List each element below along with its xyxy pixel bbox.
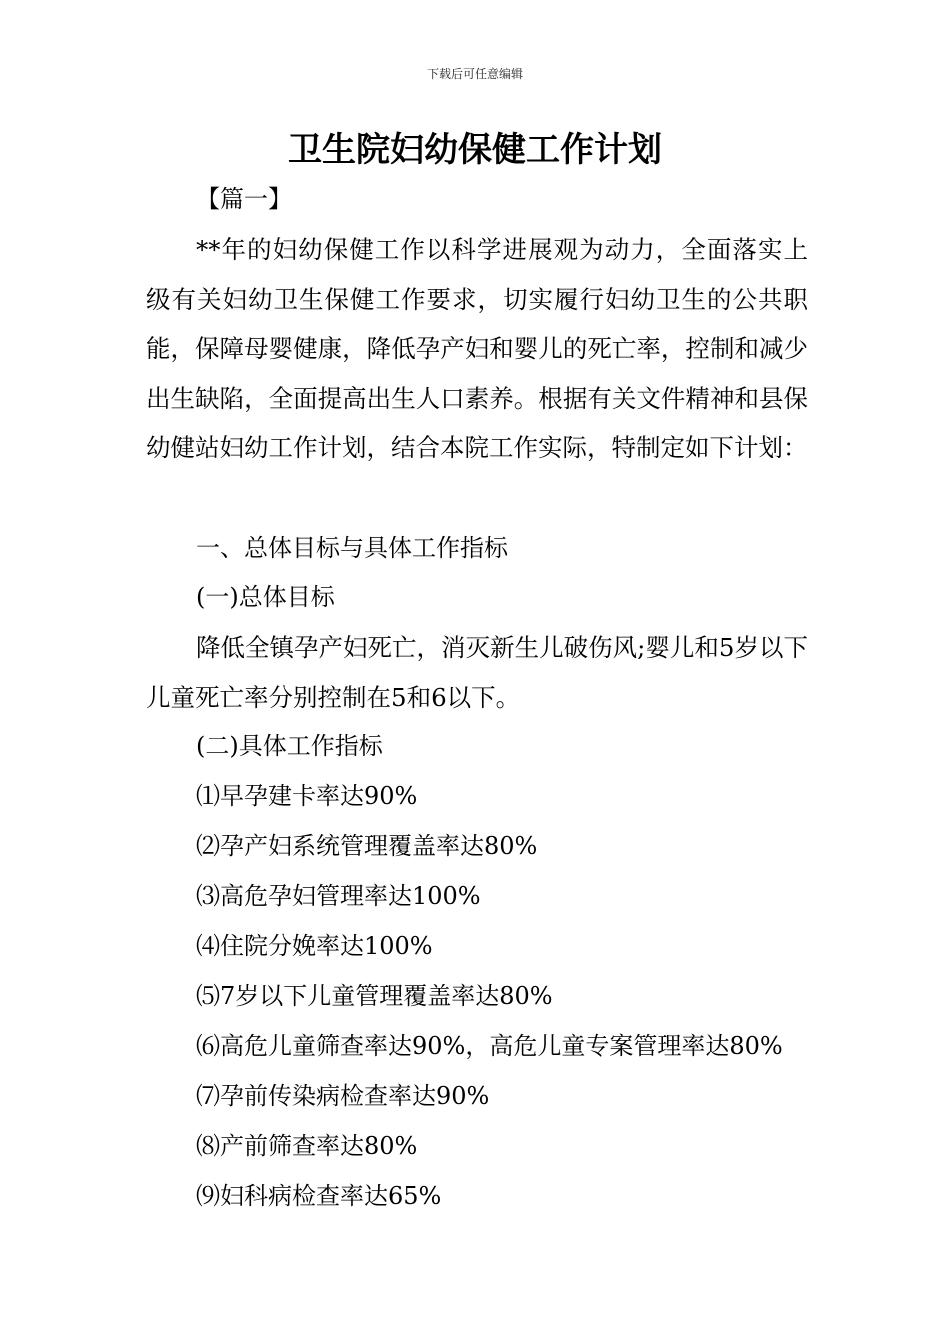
intro-block [146,225,808,473]
indicator-item: ⑷住院分娩率达100% [196,932,433,960]
subheading-indicators: (二)具体工作指标 [196,732,383,760]
subheading-overall-target: (一)总体目标 [196,583,335,611]
document-title: 卫生院妇幼保健工作计划 [288,130,662,170]
header-note: 下载后可任意编辑 [426,67,523,81]
indicator-item: ⑻产前筛查率达80% [196,1132,418,1160]
indicator-item: ⑵孕产妇系统管理覆盖率达80% [196,832,538,860]
intro-paragraph: **年的妇幼保健工作以科学进展观为动力，全面落实上级有关妇幼卫生保健工作要求，切实履行妇幼卫生的公共职能，保障母婴健康，降低孕产妇和婴儿的死亡率，控制和减少出生缺陷，全面提高出生人口素养。根据有关文件精神和县保幼健站妇幼工作计划，结合本院工作实际，特制定如下计划： [146,235,808,463]
indicator-item: ⑺孕前传染病检查率达90% [196,1082,490,1110]
indicator-item: ⑶高危孕妇管理率达100% [196,882,481,910]
heading-overall-goals: 一、总体目标与具体工作指标 [196,534,508,562]
indicator-item: ⑼妇科病检查率达65% [196,1182,442,1210]
indicator-item: ⑹高危儿童筛查率达90%，高危儿童专案管理率达80% [196,1032,783,1060]
section-tag: 【篇一】 [196,185,292,213]
indicator-item: ⑴早孕建卡率达90% [196,782,418,810]
goal-paragraph: 降低全镇孕产妇死亡，消灭新生儿破伤风;婴儿和5岁以下儿童死亡率分别控制在5和6以下。 [146,633,808,712]
indicator-item: ⑸7岁以下儿童管理覆盖率达80% [196,982,553,1010]
